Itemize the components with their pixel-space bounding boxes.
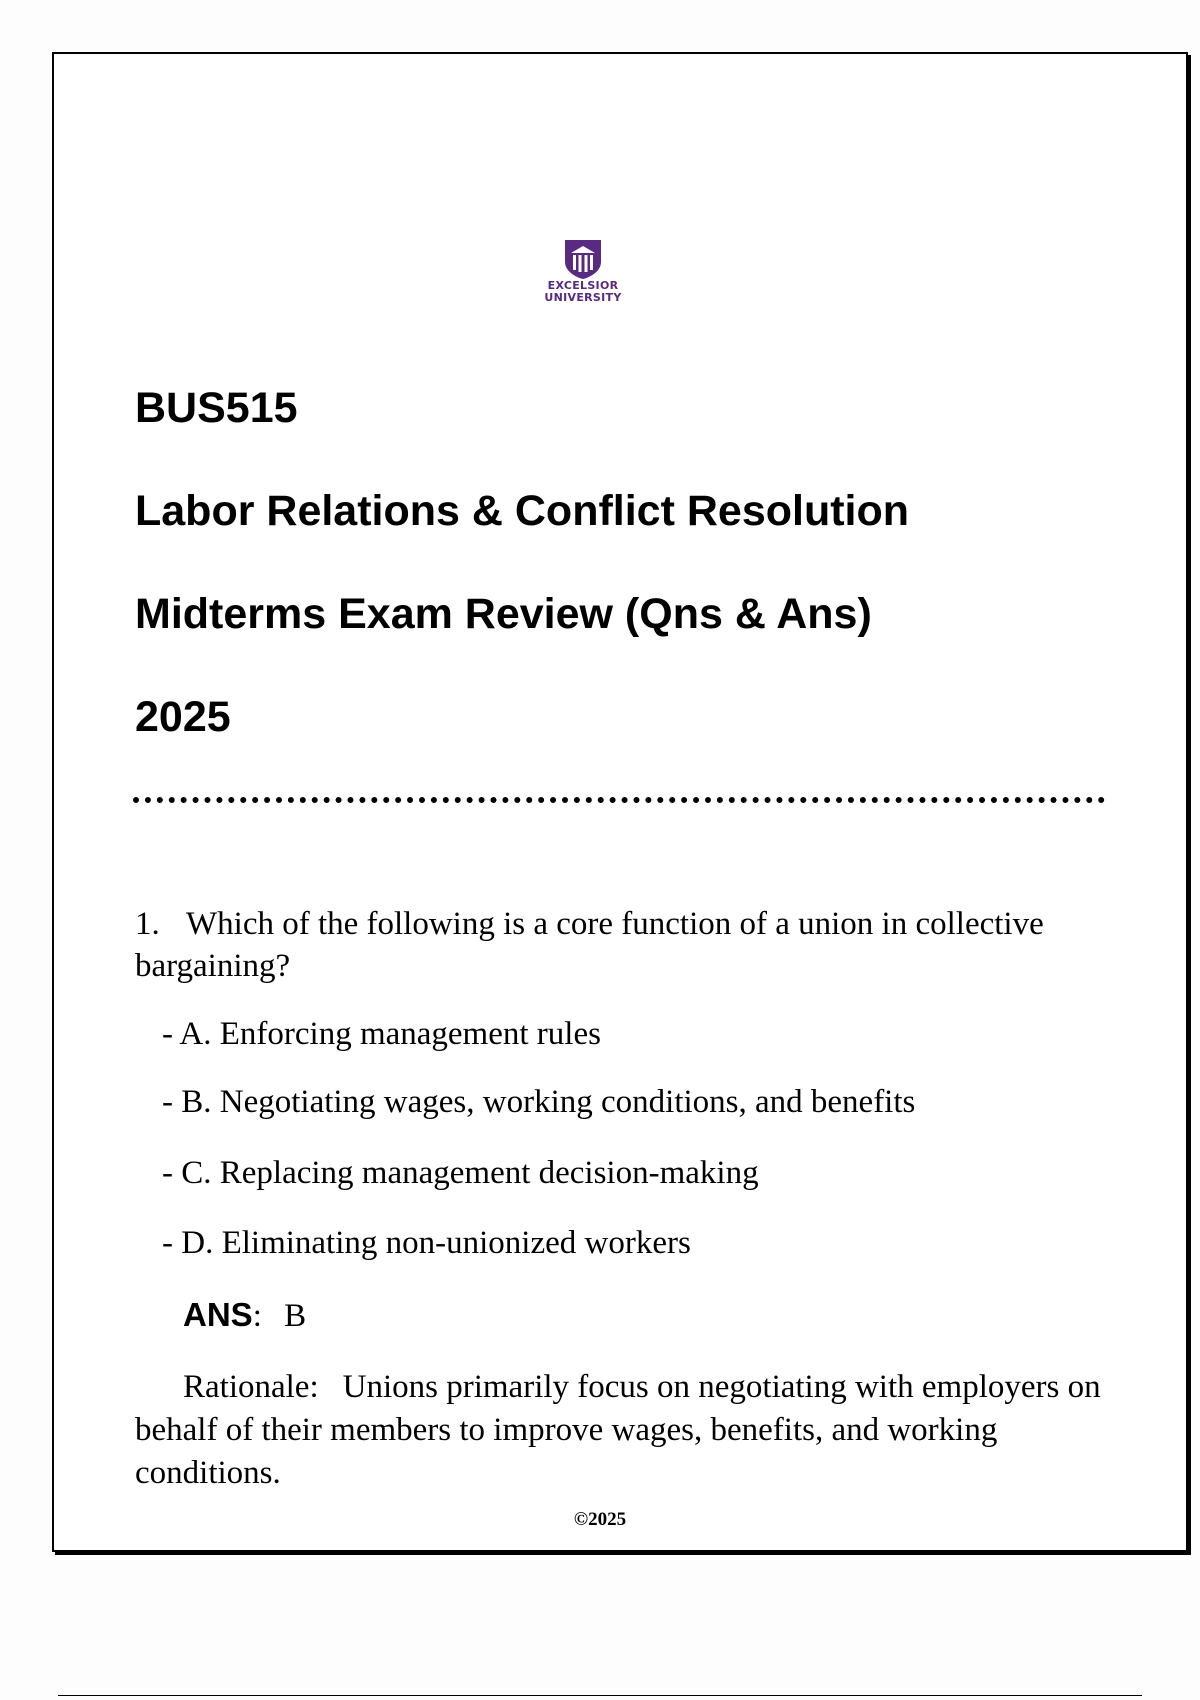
- logo-text-line2: UNIVERSITY: [544, 291, 622, 304]
- bottom-rule: [58, 1695, 1142, 1696]
- course-code: BUS515: [135, 384, 298, 432]
- university-shield-icon: [563, 238, 603, 280]
- option-a: - A. Enforcing management rules: [162, 1016, 601, 1052]
- answer-line: ANS: B: [183, 1296, 307, 1334]
- dotted-divider: [133, 797, 1105, 803]
- option-b: - B. Negotiating wages, working conditions, and benefits: [162, 1084, 916, 1120]
- university-logo: [533, 238, 633, 304]
- document-year: 2025: [135, 693, 231, 741]
- answer-label: ANS: [183, 1296, 253, 1333]
- copyright-footer: ©2025: [573, 1509, 627, 1530]
- option-d: - D. Eliminating non-unionized workers: [162, 1225, 691, 1261]
- document-title: Midterms Exam Review (Qns & Ans): [135, 590, 872, 638]
- rationale: [135, 1366, 1110, 1495]
- question-number: 1.: [135, 906, 160, 942]
- course-title: Labor Relations & Conflict Resolution: [135, 487, 910, 535]
- answer-value: B: [284, 1298, 307, 1334]
- question-text: Which of the following is a core function of a union in collective bargaining?: [135, 906, 1044, 984]
- rationale-text: Unions primarily focus on negotiating with employers on behalf of their members to improve wages, benefits, and working conditions.: [135, 1369, 1101, 1491]
- logo-text-line1: EXCELSIOR: [547, 279, 619, 292]
- option-c: - C. Replacing management decision-making: [162, 1155, 759, 1191]
- rationale-label: Rationale:: [183, 1369, 319, 1405]
- question-1: [135, 903, 1105, 987]
